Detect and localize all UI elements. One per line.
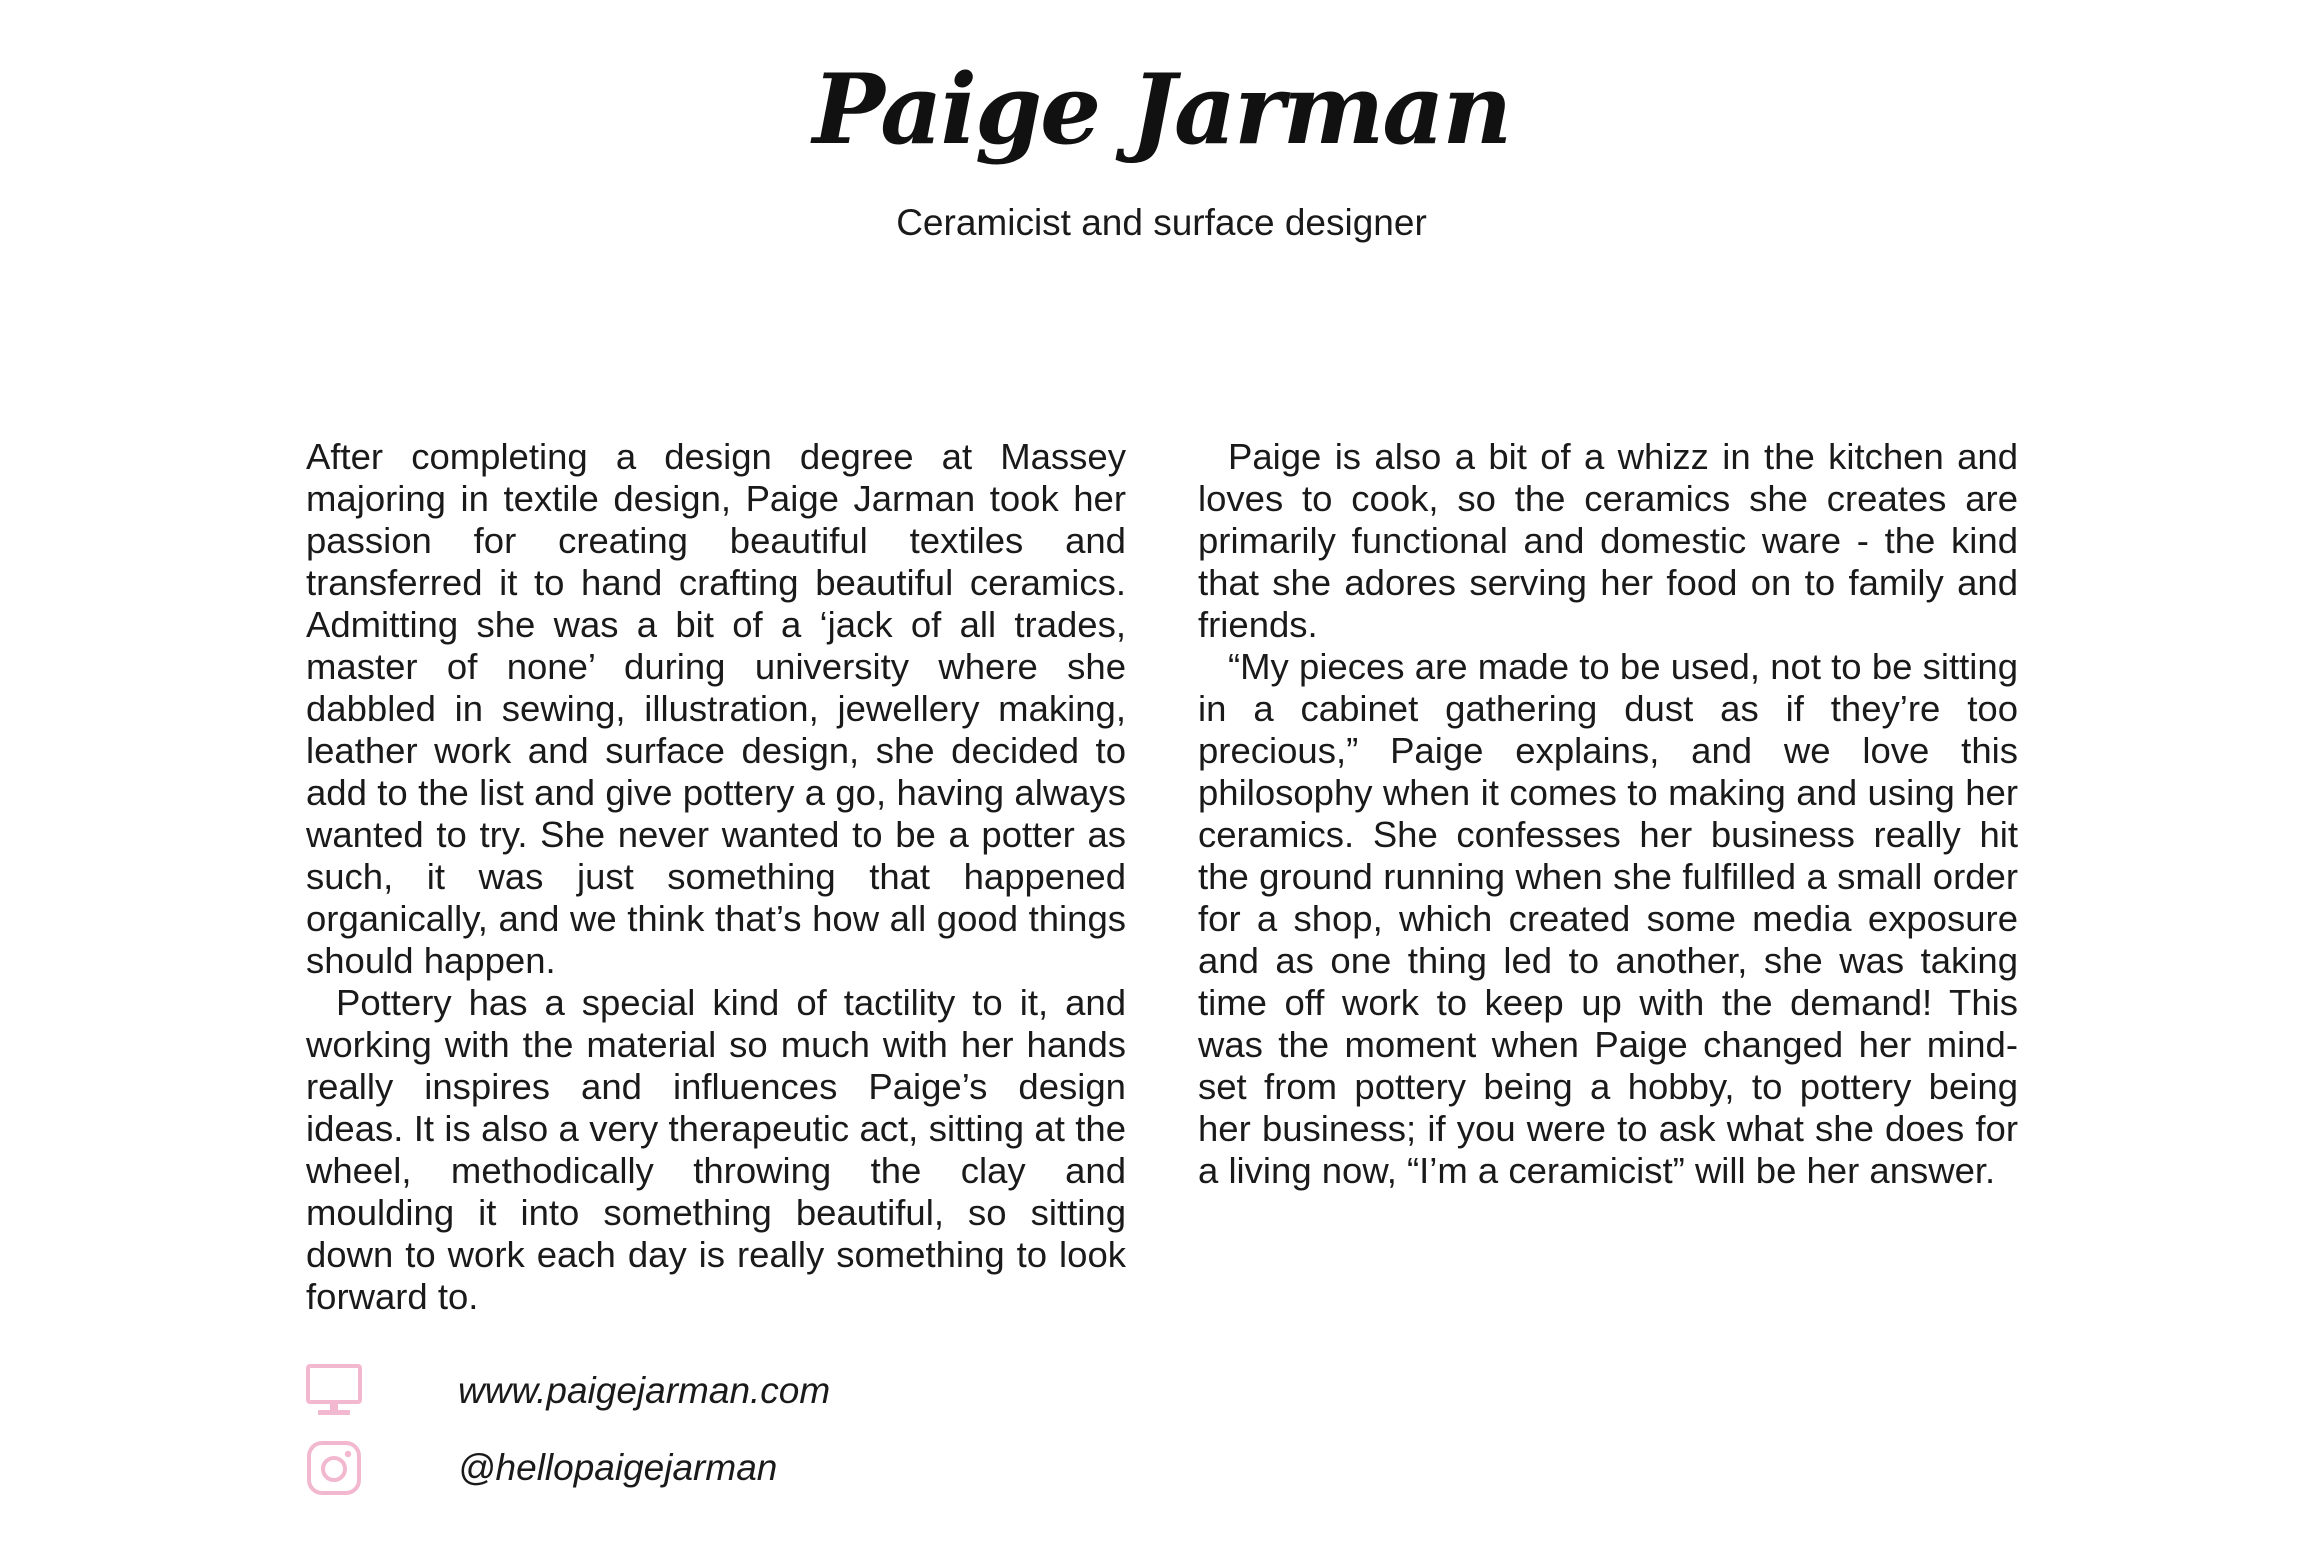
website-link[interactable]: www.paigejarman.com — [458, 1370, 831, 1411]
page-subtitle: Ceramicist and surface designer — [896, 202, 1427, 243]
article-column-left — [306, 436, 1126, 1318]
paragraph: Paige is also a bit of a whizz in the kitchen and loves to cook, so the ceramics she creates are primarily functional and domestic ware - the kind that she adores serving her food on to family and friends. — [1198, 436, 2018, 645]
website-contact[interactable] — [306, 1361, 831, 1421]
paragraph: Pottery has a special kind of tactility to it, and working with the material so much with her hands really inspires and influences Paige’s design ideas. It is also a very therapeutic act, sitting at the wheel, methodically throwing the clay and moulding it into something beautiful, so sitting down to work each day is really something to look forward to. — [306, 982, 1126, 1317]
instagram-handle[interactable]: @hellopaigejarman — [458, 1447, 778, 1488]
paragraph: “My pieces are made to be used, not to be sitting in a cabinet gathering dust as if they’re too precious,” Paige explains, and we love this philosophy when it comes to making and using her ceramics. She confesses her business really hit the ground running when she fulfilled a small order for a shop, which created some media exposure and as one thing led to another, she was taking time off work to keep up with the demand! This was the moment when Paige changed her mind-set from pottery being a hobby, to pottery being her business; if you were to ask what she does for a living now, “I’m a ceramicist” will be her answer. — [1198, 646, 2018, 1191]
monitor-icon — [306, 1363, 362, 1419]
paragraph: After completing a design degree at Massey majoring in textile design, Paige Jarman took her passion for creating beautiful textiles and transferred it to hand crafting beautiful ceramics. Admitting she was a bit of a ‘jack of all trades, master of none’ during university where she dabbled in sewing, illustration, jewellery making, leather work and surface design, she decided to add to the list and give pottery a go, having always wanted to try. She never wanted to be a potter as such, it was just something that happened organically, and we think that’s how all good things should happen. — [306, 436, 1126, 981]
instagram-contact[interactable] — [306, 1438, 778, 1498]
page-title: Paige Jarman — [812, 53, 1511, 166]
article-column-right — [1198, 436, 2018, 1192]
instagram-icon — [306, 1440, 362, 1496]
